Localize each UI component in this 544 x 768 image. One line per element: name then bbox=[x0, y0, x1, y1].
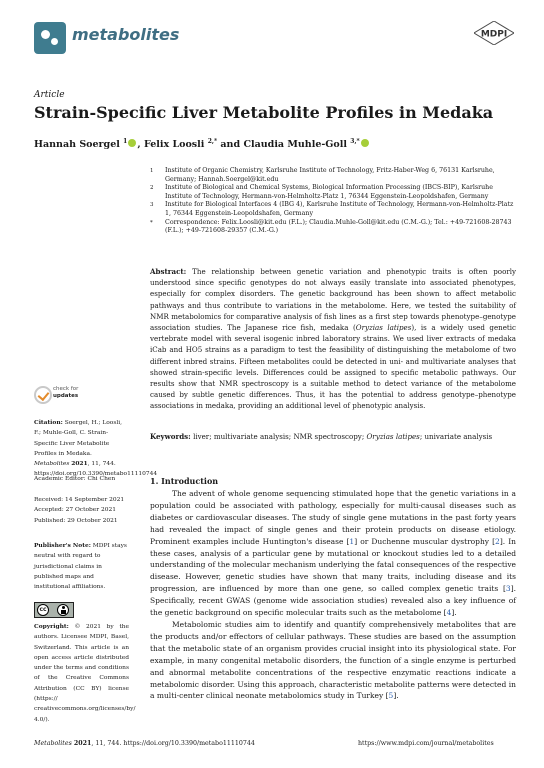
article-title: Strain-Specific Liver Metabolite Profiles in Medaka bbox=[34, 103, 494, 122]
abstract-label: Abstract: bbox=[150, 267, 187, 276]
cc-by-license-badge[interactable] bbox=[34, 602, 74, 618]
metabolites-logo-icon bbox=[34, 22, 66, 54]
author-affiliation-mark: 3,* bbox=[350, 138, 360, 145]
section-heading: 1. Introduction bbox=[150, 476, 219, 486]
affiliations bbox=[150, 167, 516, 236]
accepted-date: Accepted: 27 October 2021 bbox=[34, 507, 116, 514]
reference-link[interactable]: 3 bbox=[505, 584, 511, 594]
author-conjunction: and bbox=[220, 139, 241, 151]
author-affiliation-mark: 1 bbox=[123, 138, 128, 145]
affiliation-mark: * bbox=[150, 219, 153, 226]
correspondence bbox=[150, 219, 516, 236]
publication-dates bbox=[34, 495, 129, 526]
publisher-note bbox=[34, 541, 129, 592]
author-name: Claudia Muhle-Goll bbox=[243, 139, 347, 151]
academic-editor: Academic Editor: Chi Chen bbox=[34, 476, 116, 482]
affiliation-mark: 3 bbox=[150, 202, 154, 209]
reference-link[interactable]: 4 bbox=[446, 608, 452, 618]
affiliation-item bbox=[150, 184, 516, 201]
published-date: Published: 29 October 2021 bbox=[34, 517, 118, 524]
affiliation-item bbox=[150, 201, 516, 218]
footer-year: 2021 bbox=[73, 740, 92, 747]
copyright-text: © 2021 by the authors. Licensee MDPI, Basel, Switzerland. This article is an open access article distributed under the terms and conditions of the Creative Commons Attribution (CC BY) license (https:// creativecommons.org/licenses/by/ 4.0/). bbox=[34, 624, 136, 723]
copyright-label: Copyright: bbox=[34, 623, 69, 630]
citation-year: 2021 bbox=[71, 460, 88, 468]
keywords-label: Keywords: bbox=[150, 432, 191, 441]
check-for-updates-button[interactable] bbox=[34, 386, 84, 410]
received-date: Received: 14 September 2021 bbox=[34, 497, 125, 503]
keywords-text: liver; multivariate analysis; NMR spectroscopy; bbox=[193, 432, 365, 441]
citation-doi[interactable]: , 11, 744. https://doi.org/10.3390/metabo11110744 bbox=[34, 461, 158, 478]
footer-doi[interactable]: , 11, 744. https://doi.org/10.3390/metabo11110744 bbox=[91, 740, 255, 747]
paragraph: The advent of whole genome sequencing stimulated hope that the genetic variations in a population could be associated with pathology, especially for multi-causal diseases such as diabetes or cardiovascular diseases. The study of single gene mutations in the past forty years had revealed the impact of single genes and their protein products on disease etiology. Prominent examples include Huntington's disease [1] or Duchenne muscular dystrophy [2]. In these cases, analysis of a particular gene by mutational or knockout studies led to a detailed understanding of the molecular mechanism underlying the fatal consequences of the respective disease. However, genetic studies have shown that many traits, including disease and its progression, are influenced by more than one gene, so called complex genetic traits [3]. Specifically, recent GWAS (genome wide association studies) revealed also a key influence of the genetic background on specific molecular traits such as the metabolome [4]. bbox=[150, 489, 516, 618]
mdpi-logo-text: MDPI bbox=[480, 29, 508, 40]
citation-text: Soergel, H.; Loosli, F.; Muhle-Goll, C. Strain-Specific Liver Metabolite Profiles in Medaka. bbox=[34, 420, 122, 457]
keywords-text: ; univariate analysis bbox=[419, 432, 493, 441]
publisher-note-label: Publisher's Note: bbox=[34, 542, 91, 549]
orcid-icon[interactable] bbox=[361, 139, 369, 147]
check-updates-icon bbox=[34, 386, 52, 404]
affiliation-item bbox=[150, 167, 516, 184]
affiliation-text: Institute of Biological and Chemical Systems, Biological Information Processing (IBCS-BIP), Karlsruhe Institute of Technology, Hermann-von-Helmholtz-Platz 1, 76344 Eggenstein-Leopoldshafen, Germany bbox=[165, 184, 493, 200]
abstract bbox=[150, 266, 516, 412]
affiliation-mark: 1 bbox=[150, 168, 154, 174]
cc-icon: cc bbox=[37, 604, 49, 616]
citation bbox=[34, 418, 158, 480]
orcid-icon[interactable] bbox=[128, 139, 136, 147]
affiliation-text: Institute of Organic Chemistry, Karlsruhe Institute of Technology, Fritz-Haber-Weg 6, 76131 Karlsruhe, Germany; Hannah.Soergel@kit.edu bbox=[165, 167, 495, 183]
paragraph: Metabolomic studies aim to identify and quantify comprehensively metabolites that are the products and/or effectors of cellular pathways. These studies are based on the assumption that the metabolic state of an organism provides crucial insight into its physiological state. For example, in many congenital metabolic disorders, the function of a single enzyme is perturbed and abnormal metabolite concentrations of the respective enzymatic reactions indicate a metabolomic disorder. Using this approach, characteristic metabolite patterns were detected in a multi-center clinical neonate metabolomics study in Turkey [5]. bbox=[150, 619, 516, 701]
journal-name: metabolites bbox=[72, 25, 180, 44]
citation-label: Citation: bbox=[34, 419, 63, 426]
author-list: Hannah Soergel $^1$ , Felix Loosli $^{2,*}$ and Claudia Muhle-Goll $^{3,*}$ bbox=[34, 138, 370, 150]
correspondence-text[interactable]: Correspondence: Felix.Loosli@kit.edu (F.L.); Claudia.Muhle-Goll@kit.edu (C.M.-G.); Tel.: +49-721608-28743 (F.L.); +49-721608-29357 (C.M.-G.) bbox=[165, 218, 512, 235]
reference-link[interactable]: 1 bbox=[349, 536, 355, 546]
copyright bbox=[34, 622, 136, 725]
publisher-note-text: MDPI stays neutral with regard to jurisdictional claims in published maps and institutional affiliations. bbox=[34, 543, 127, 591]
keywords bbox=[150, 432, 516, 442]
author-name: Felix Loosli bbox=[143, 139, 205, 151]
reference-link[interactable]: 5 bbox=[388, 691, 394, 701]
introduction-body bbox=[150, 488, 516, 702]
keywords-species-name: Oryzias latipes bbox=[366, 432, 420, 441]
attribution-icon bbox=[57, 604, 69, 616]
author-name: Hannah Soergel bbox=[34, 139, 120, 151]
abstract-text: The relationship between genetic variation and phenotypic traits is often poorly understood since specific genotypes do not always easily translate into associated phenotypes, especially for complex disorders. The genetic background has been shown to affect metabolic pathways and thus contribute to variations in the metabolome. Here, we tested the suitability of NMR metabolomics for comparative analysis of fish lines as a first step towards phenotype–genotype association studies. The Japanese rice fish, medaka ( bbox=[150, 267, 517, 333]
check-updates-text bbox=[53, 386, 78, 399]
check-updates-line2: updates bbox=[53, 392, 79, 399]
check-updates-line1: check for bbox=[53, 386, 79, 392]
abstract-species-name: Oryzias latipes bbox=[355, 323, 412, 333]
footer-citation bbox=[34, 740, 255, 747]
affiliation-mark: 2 bbox=[150, 185, 154, 192]
mdpi-logo bbox=[474, 21, 514, 45]
footer-journal-url[interactable]: https://www.mdpi.com/journal/metabolites bbox=[358, 740, 494, 747]
affiliation-text: Institute for Biological Interfaces 4 (IBG 4), Karlsruhe Institute of Technology, Hermann-von-Helmholtz-Platz 1, 76344 Eggenstein-Leopoldshafen, Germany bbox=[165, 201, 514, 217]
abstract-text: ), is a widely used genetic vertebrate model with several isogenic inbred laboratory strains. We used liver extracts of medaka iCab and HO5 strains as a paradigm to test the feasibility of distinguishing the metabolome of two different inbred strains. Fifteen metabolites could be detected in uni- and multivariate analyses that showed strain-specific levels. Differences could be assigned to specific metabolic pathways. Our results show that NMR spectroscopy is a suitable method to detect variance of the metabolome caused by subtle genetic differences. Thus, it has the potential to address genotype–phenotype associations in medaka, providing an additional level of phenotypic analysis. bbox=[150, 323, 517, 411]
reference-link[interactable]: 2 bbox=[495, 536, 500, 546]
article-type: Article bbox=[34, 90, 65, 100]
footer-journal: Metabolites bbox=[34, 740, 72, 747]
author-affiliation-mark: 2,* bbox=[207, 138, 218, 145]
citation-journal: Metabolites bbox=[34, 461, 70, 468]
